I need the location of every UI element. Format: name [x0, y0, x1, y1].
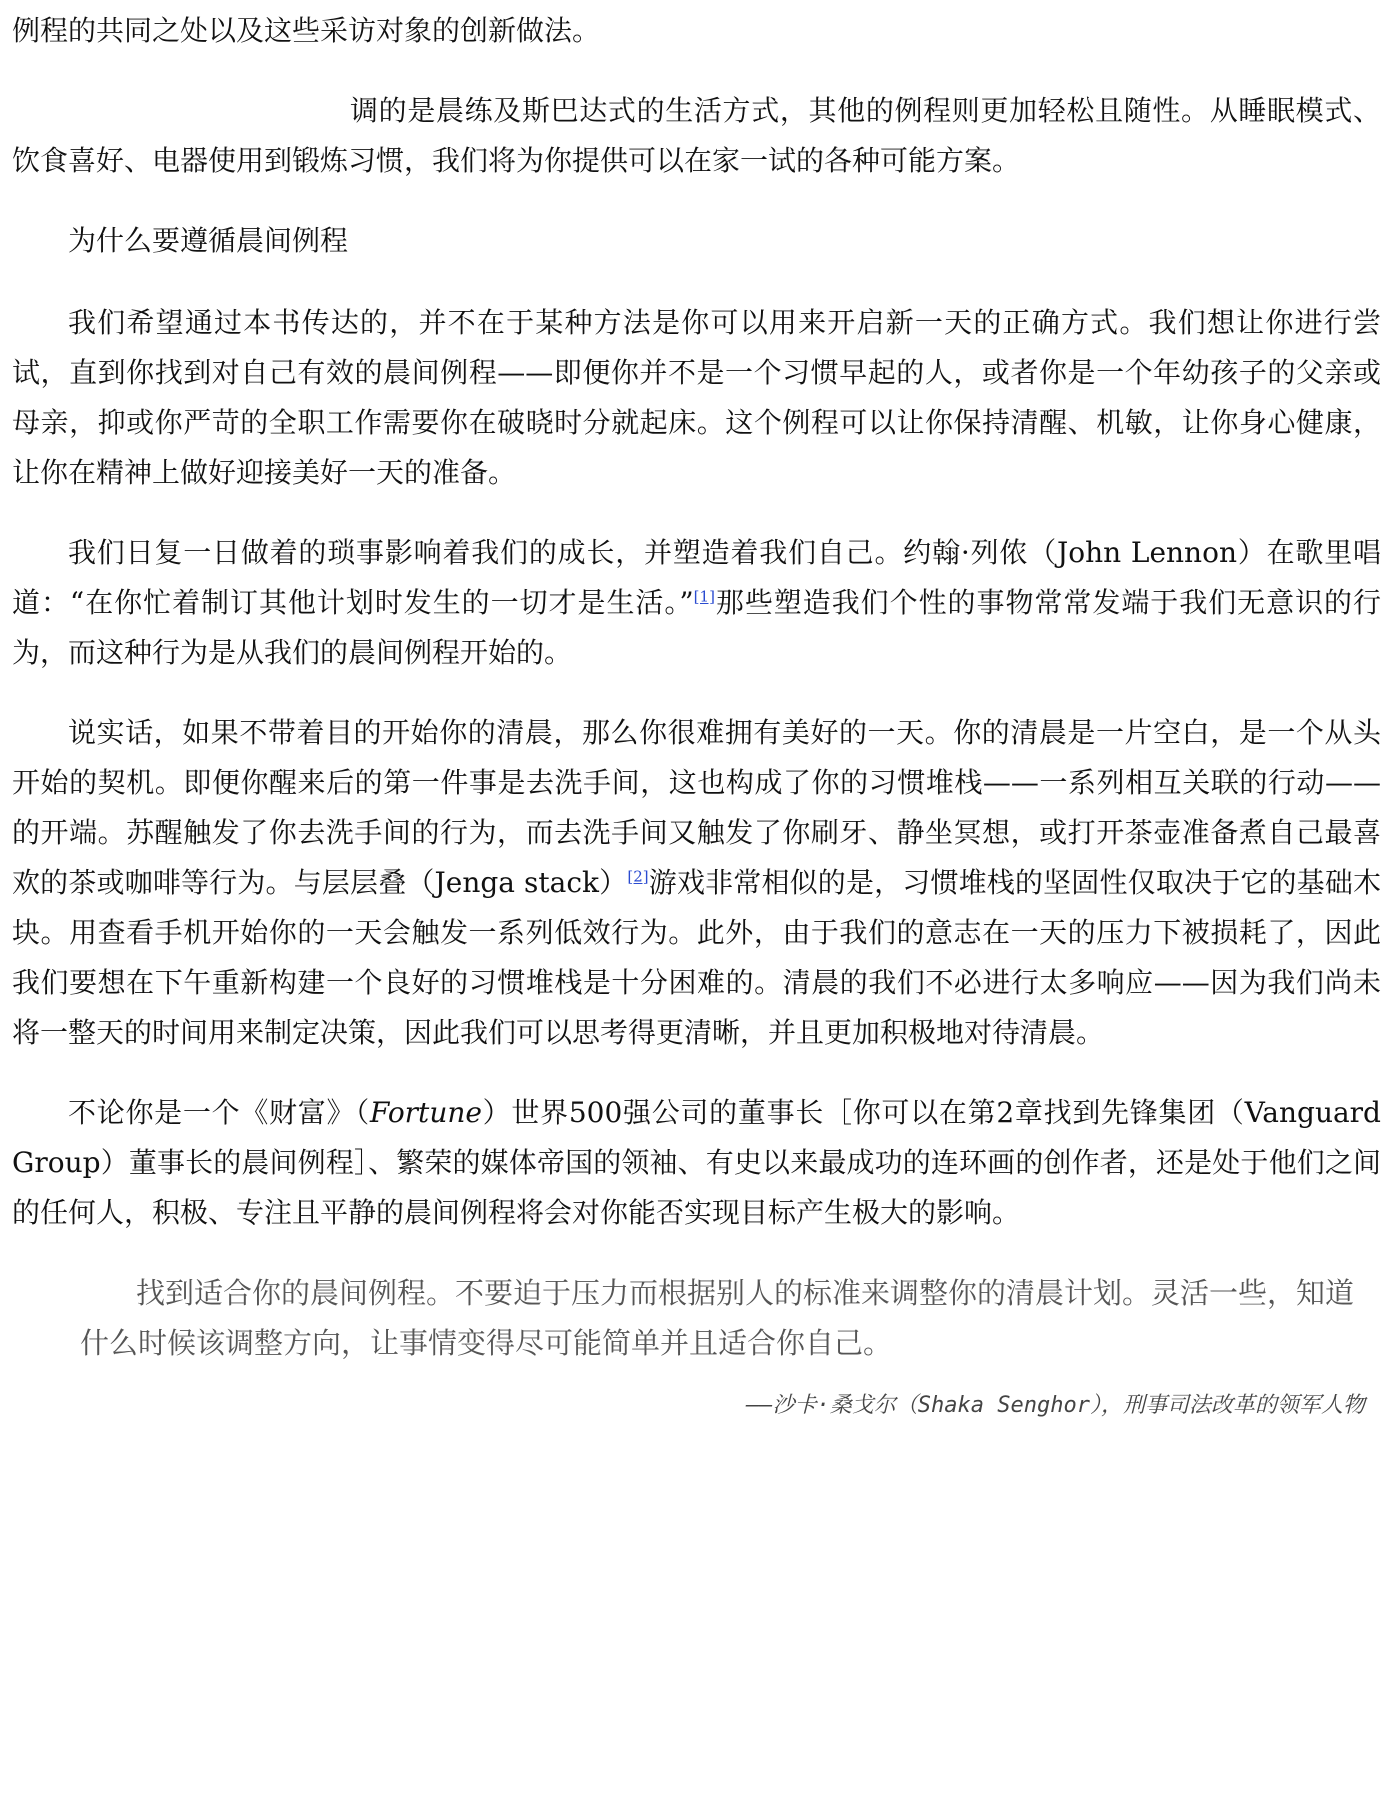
paragraph-4-text-a: 我们日复一日做着的琐事影响着我们的成长，并塑造着我们自己。约翰·列侬（John Lennon）在歌里唱道：“在你忙着制订其他计划时发生的一切才是生活。”: [12, 536, 1381, 619]
epigraph-quote: 找到适合你的晨间例程。不要迫于压力而根据别人的标准来调整你的清晨计划。灵活一些，知道什么时候该调整方向，让事情变得尽可能简单并且适合你自己。: [80, 1276, 1355, 1360]
paragraph-0: 例程的共同之处以及这些采访对象的创新做法。: [12, 14, 601, 47]
paragraph-1: 调的是晨练及斯巴达式的生活方式，其他的例程则更加轻松且随性。从睡眠模式、饮食喜好、电器使用到锻炼习惯，我们将为你提供可以在家一试的各种可能方案。: [12, 94, 1381, 177]
paragraph-4: [12, 528, 1381, 678]
paragraph-6: [12, 1088, 1381, 1238]
paragraph-6-text-a: 不论你是一个《财富》（: [68, 1096, 370, 1129]
paragraph-5-text-a: 说实话，如果不带着目的开始你的清晨，那么你很难拥有美好的一天。你的清晨是一片空白，是一个从头开始的契机。即便你醒来后的第一件事是去洗手间，这也构成了你的习惯堆栈——一系列相互关联的行动——的开端。苏醒触发了你去洗手间的行为，而去洗手间又触发了你刷牙、静坐冥想，或打开茶壶准备煮自己最喜欢的茶或咖啡等行为。与层层叠（Jenga stack）: [12, 716, 1381, 899]
paragraph-5-text-b: 游戏非常相似的是，习惯堆栈的坚固性仅取决于它的基础木块。用查看手机开始你的一天会触发一系列低效行为。此外，由于我们的意志在一天的压力下被损耗了，因此我们要想在下午重新构建一个良好的习惯堆栈是十分困难的。清晨的我们不必进行太多响应——因为我们尚未将一整天的时间用来制定决策，因此我们可以思考得更清晰，并且更加积极地对待清晨。: [12, 866, 1381, 1049]
footnote-link-2[interactable]: [2]: [627, 867, 649, 886]
paragraph-6-italic: Fortune: [369, 1096, 482, 1129]
paragraph-5: [12, 708, 1381, 1058]
section-heading: 为什么要遵循晨间例程: [68, 224, 349, 257]
paragraph-4-text-b: 那些塑造我们个性的事物常常发端于我们无意识的行为，而这种行为是从我们的晨间例程开始的。: [12, 586, 1381, 669]
quote-attribution: ——沙卡·桑戈尔（Shaka Senghor），刑事司法改革的领军人物: [746, 1393, 1365, 1418]
paragraph-6-text-b: ）世界500强公司的董事长［你可以在第2章找到先锋集团（Vanguard Group）董事长的晨间例程］、繁荣的媒体帝国的领袖、有史以来最成功的连环画的创作者，还是处于他们之间的任何人，积极、专注且平静的晨间例程将会对你能否实现目标产生极大的影响。: [12, 1096, 1381, 1229]
paragraph-3: 我们希望通过本书传达的，并不在于某种方法是你可以用来开启新一天的正确方式。我们想让你进行尝试，直到你找到对自己有效的晨间例程——即便你并不是一个习惯早起的人，或者你是一个年幼孩子的父亲或母亲，抑或你严苛的全职工作需要你在破晓时分就起床。这个例程可以让你保持清醒、机敏，让你身心健康，让你在精神上做好迎接美好一天的准备。: [12, 306, 1381, 489]
footnote-link-1[interactable]: [1]: [693, 587, 715, 606]
